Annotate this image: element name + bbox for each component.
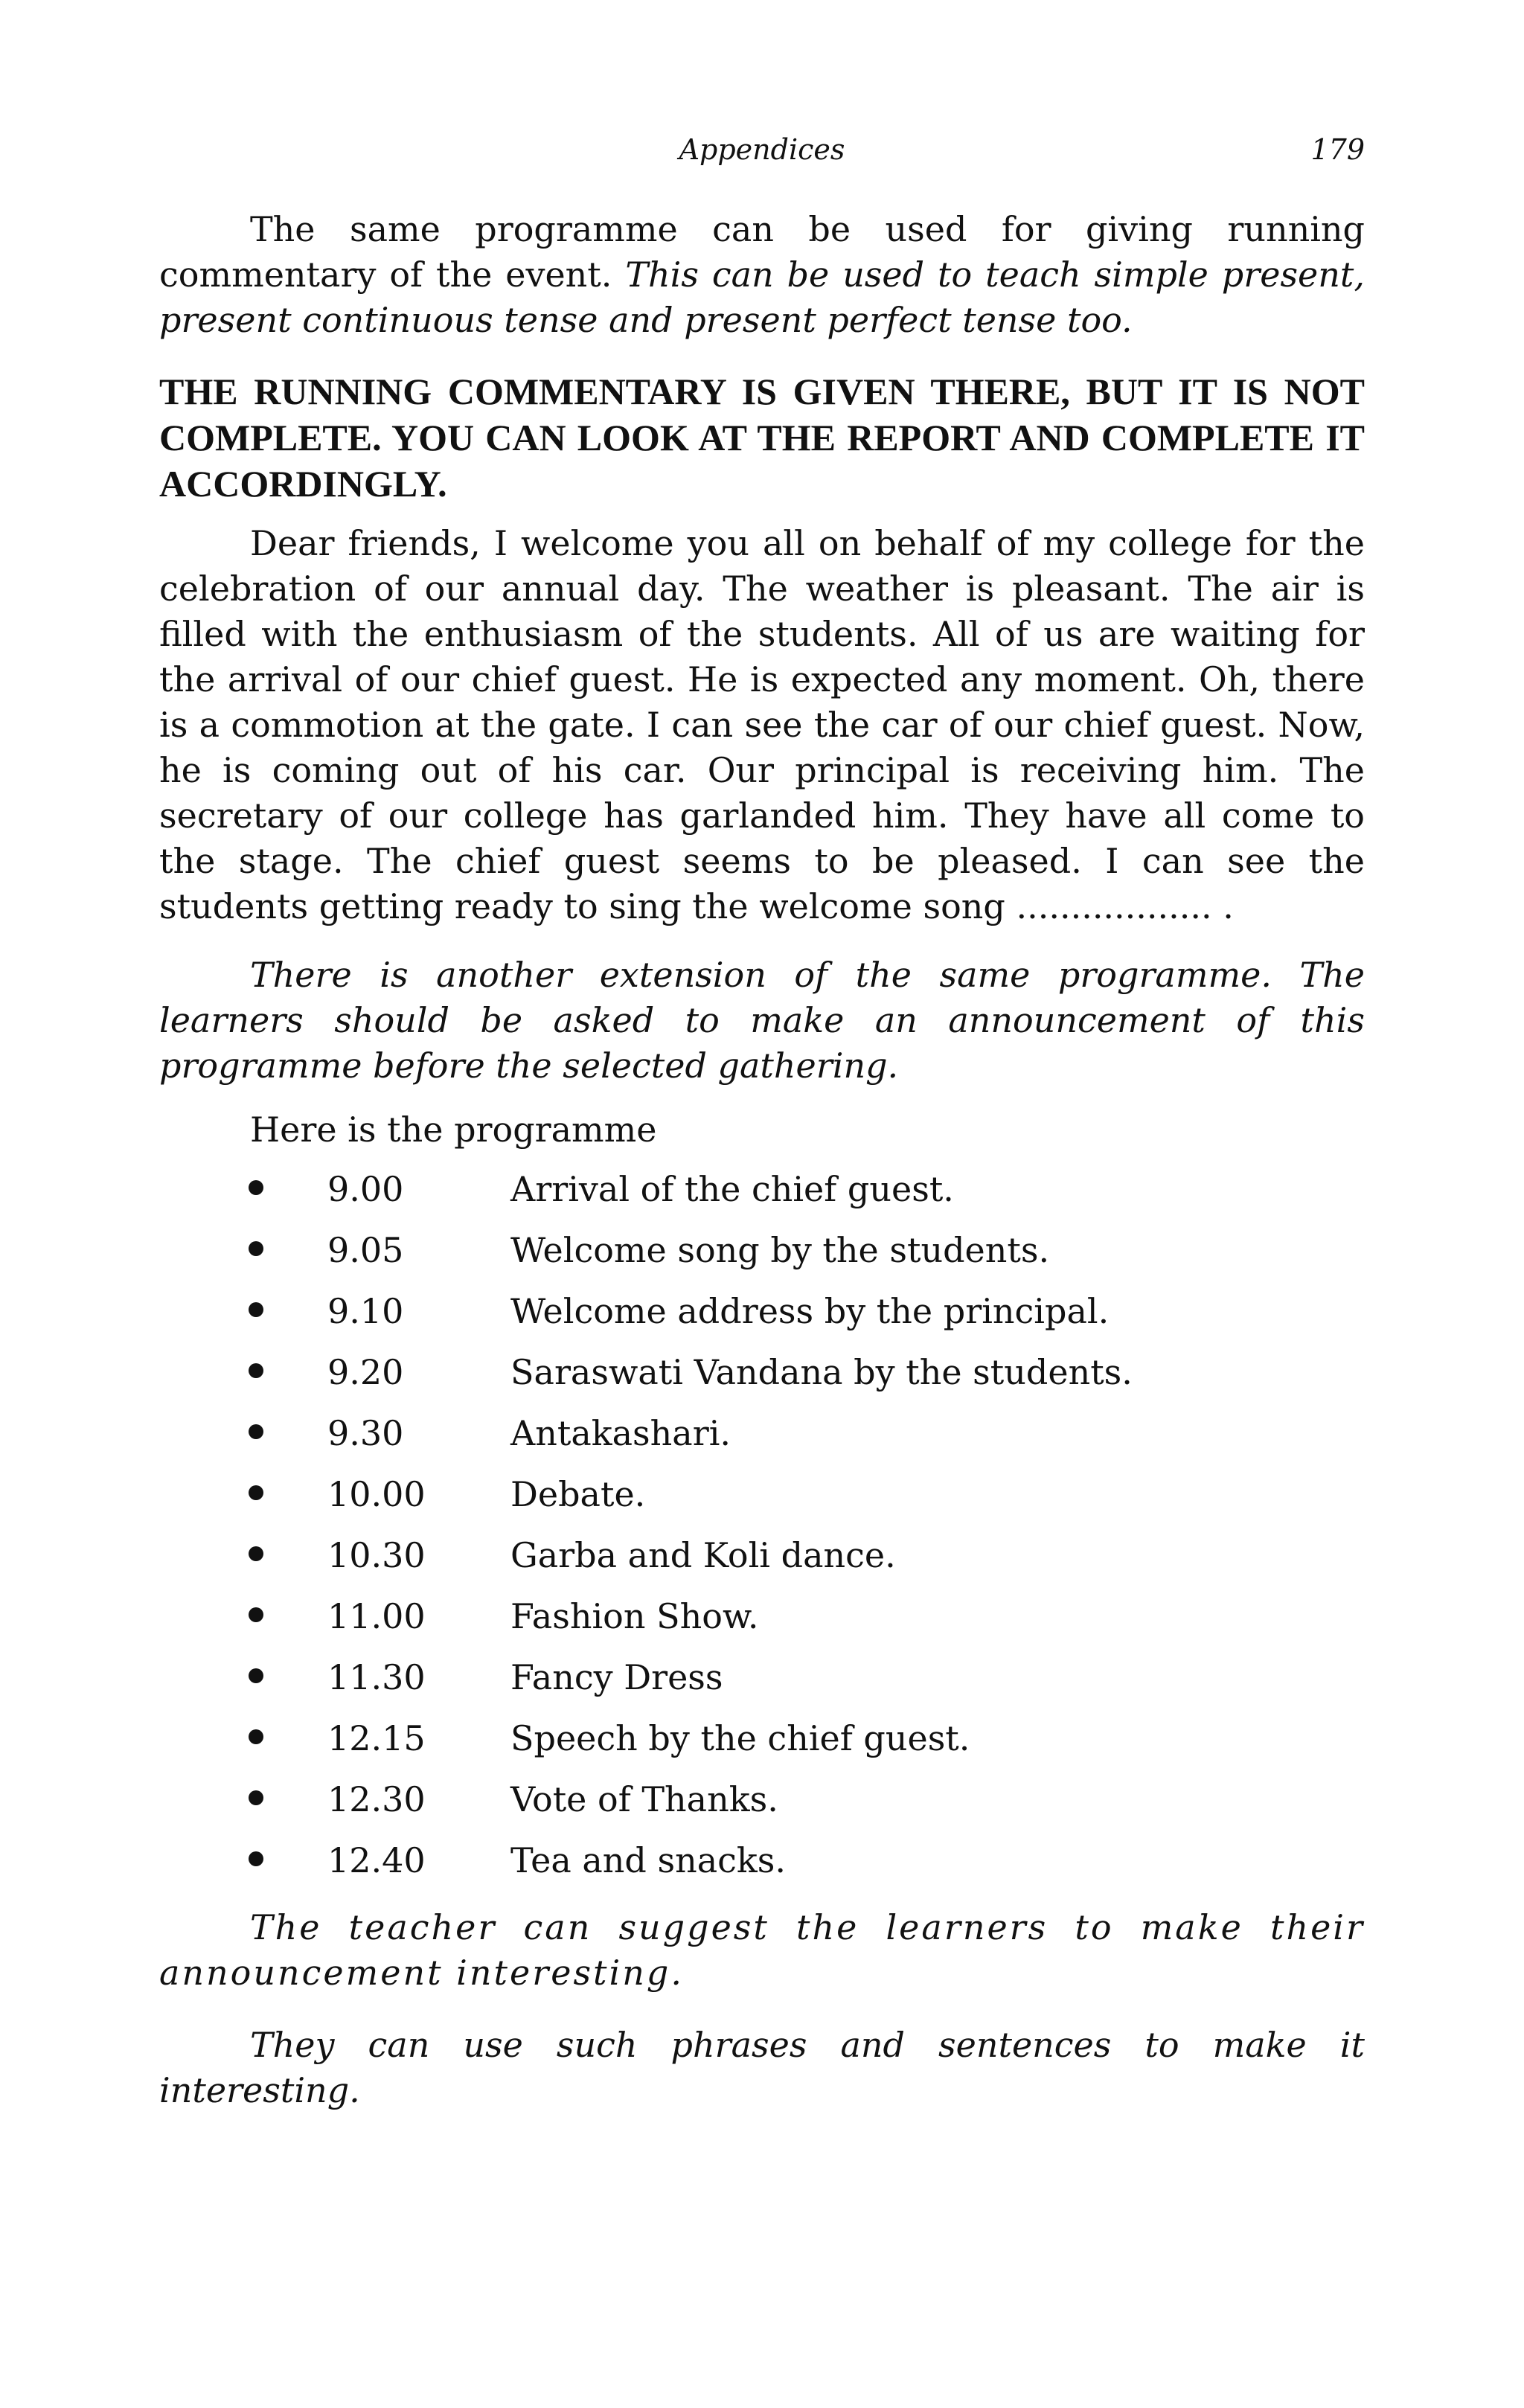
bullet-icon (249, 1485, 263, 1500)
programme-event: Fashion Show. (510, 1596, 759, 1636)
programme-item (246, 1167, 1287, 1228)
programme-time: 10.30 (327, 1535, 426, 1575)
programme-intro: Here is the programme (250, 1109, 657, 1150)
bullet-icon (249, 1607, 263, 1622)
programme-list (246, 1167, 1287, 1899)
programme-item (246, 1228, 1287, 1289)
programme-item (246, 1594, 1287, 1655)
bullet-icon (249, 1851, 263, 1866)
bullet-icon (249, 1180, 263, 1195)
programme-time: 9.10 (327, 1291, 404, 1331)
programme-event: Antakashari. (510, 1413, 731, 1453)
bullet-icon (249, 1363, 263, 1378)
programme-event: Vote of Thanks. (510, 1779, 778, 1819)
programme-event: Welcome address by the principal. (510, 1291, 1110, 1331)
programme-item (246, 1716, 1287, 1777)
running-head: Appendices (679, 133, 845, 166)
closing-sentence: They can use such phrases and sentences to make it interesting. (159, 2025, 1365, 2110)
intro-italic-text: This can be used to teach simple present, present continuous tense and present perfect tense too. (159, 254, 1365, 340)
bullet-icon (249, 1790, 263, 1805)
programme-time: 12.15 (327, 1718, 426, 1758)
bullet-icon (249, 1302, 263, 1317)
bullet-icon (249, 1424, 263, 1439)
programme-time: 9.20 (327, 1352, 404, 1392)
intro-paragraph (159, 207, 1365, 343)
bullet-icon (249, 1668, 263, 1683)
programme-event: Welcome song by the students. (510, 1230, 1050, 1270)
programme-event: Fancy Dress (510, 1657, 723, 1697)
programme-time: 9.05 (327, 1230, 404, 1270)
bullet-icon (249, 1241, 263, 1256)
instruction-heading: THE RUNNING COMMENTARY IS GIVEN THERE, BUT IT IS NOT COMPLETE. YOU CAN LOOK AT THE REPORT AND COMPLETE IT ACCORDINGLY. (159, 371, 1365, 505)
programme-event: Debate. (510, 1474, 646, 1514)
programme-item (246, 1838, 1287, 1899)
intro-text: The same programme can be used for giving running commentary of the event. (159, 209, 1365, 295)
programme-event: Saraswati Vandana by the students. (510, 1352, 1133, 1392)
programme-time: 11.00 (327, 1596, 426, 1636)
programme-item (246, 1350, 1287, 1411)
bullet-icon (249, 1729, 263, 1744)
bullet-icon (249, 1546, 263, 1561)
programme-item (246, 1655, 1287, 1716)
page-header (159, 131, 1365, 176)
teacher-note: The teacher can suggest the learners to make their announcement interesting. (159, 1907, 1365, 1993)
programme-item (246, 1472, 1287, 1533)
page-number: 179 (1310, 133, 1365, 166)
programme-time: 11.30 (327, 1657, 426, 1697)
programme-time: 10.00 (327, 1474, 426, 1514)
programme-time: 12.40 (327, 1840, 426, 1880)
extension-paragraph: There is another extension of the same programme. The learners should be asked to make an announcement of this programme before the selected gathering. (159, 955, 1365, 1086)
programme-item (246, 1777, 1287, 1838)
programme-item (246, 1289, 1287, 1350)
programme-time: 9.00 (327, 1169, 404, 1209)
commentary-paragraph: Dear friends, I welcome you all on behalf of my college for the celebration of our annual day. The weather is pleasant. The air is filled with the enthusiasm of the students. All of us are waiting for the arrival of our chief guest. He is expected any moment. Oh, there is a commotion at the gate. I can see the car of our chief guest. Now, he is coming out of his car. Our principal is receiving him. The secretary of our college has garlanded him. They have all come to the stage. The chief guest seems to be pleased. I can see the students getting ready to sing the welcome song .................. . (159, 523, 1365, 926)
programme-time: 9.30 (327, 1413, 404, 1453)
programme-item (246, 1411, 1287, 1472)
programme-event: Speech by the chief guest. (510, 1718, 970, 1758)
programme-event: Tea and snacks. (510, 1840, 787, 1880)
programme-event: Arrival of the chief guest. (510, 1169, 954, 1209)
programme-item (246, 1533, 1287, 1594)
programme-event: Garba and Koli dance. (510, 1535, 896, 1575)
programme-time: 12.30 (327, 1779, 426, 1819)
